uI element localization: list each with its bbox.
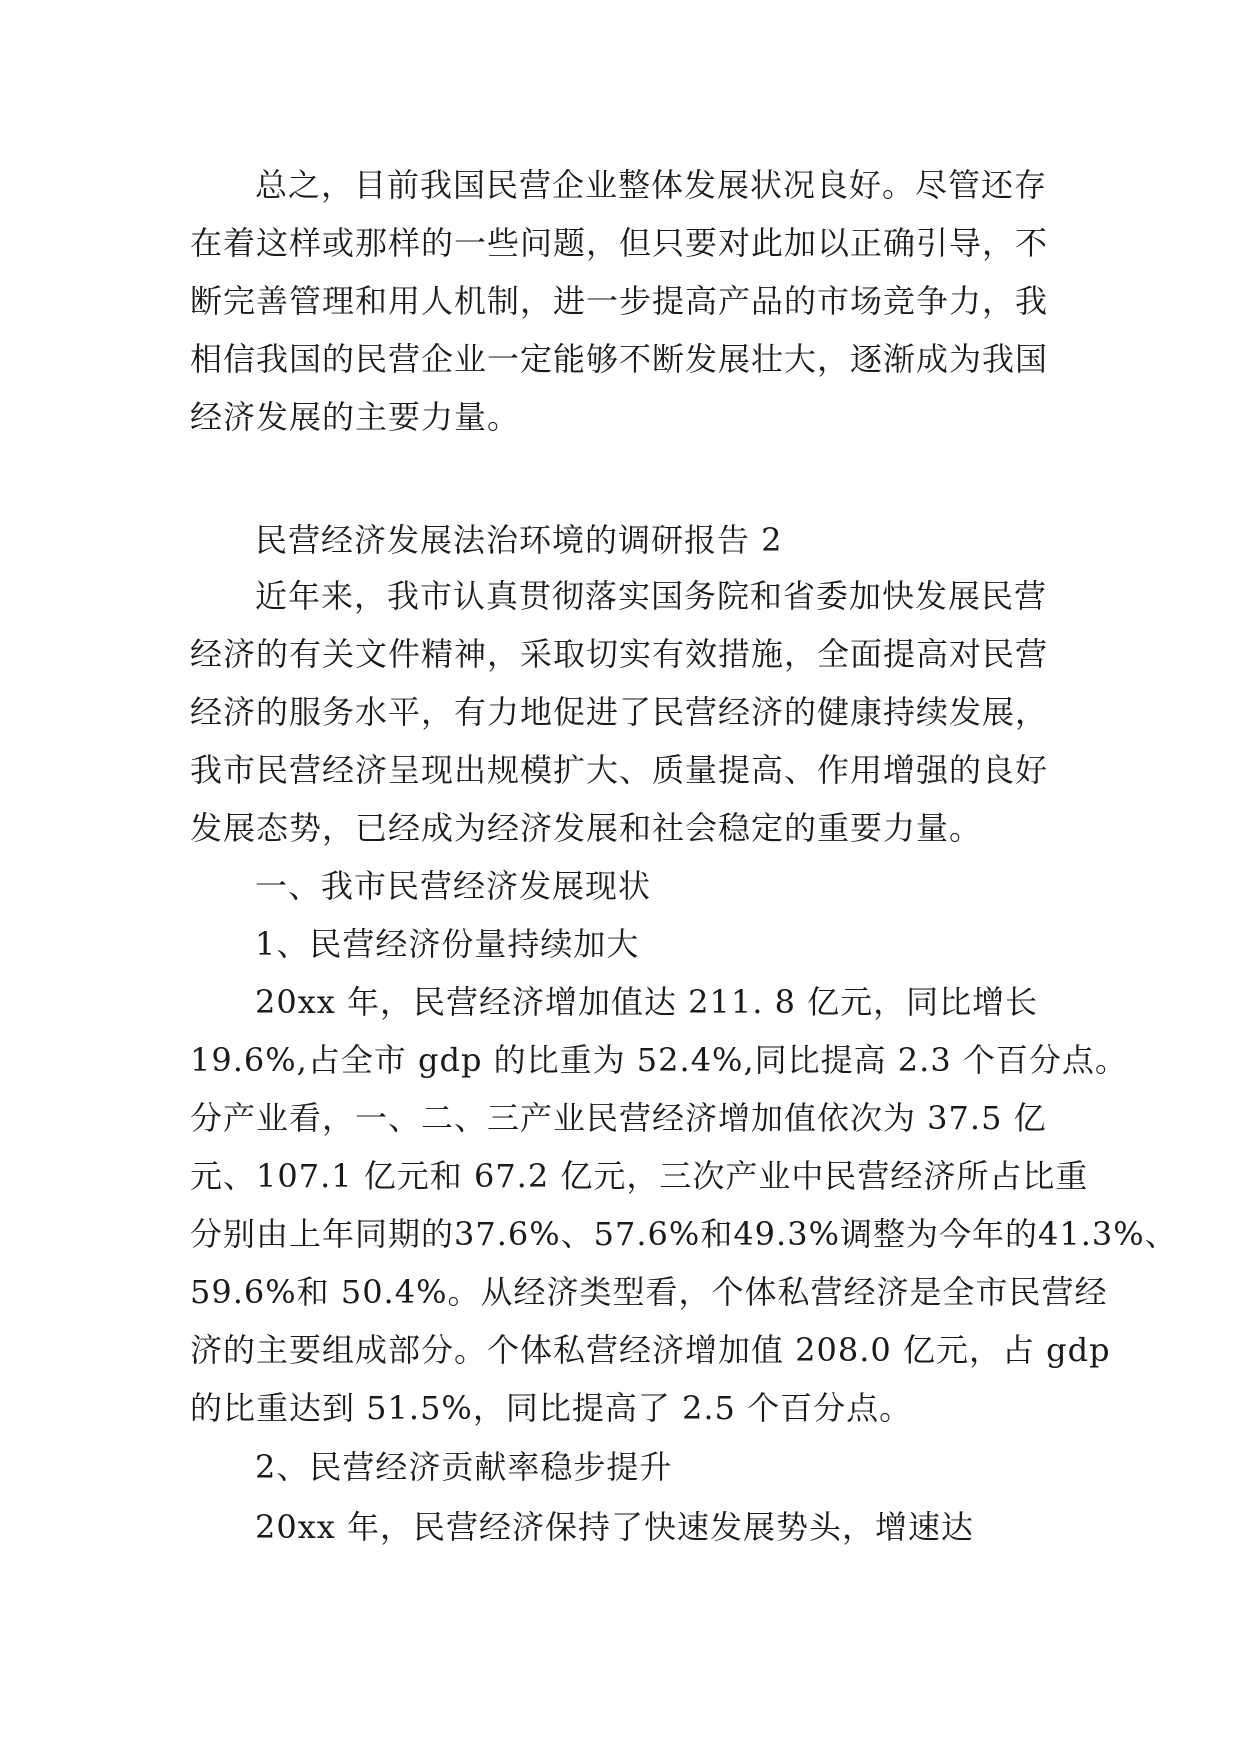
paragraph-line: 我市民营经济呈现出规模扩大、质量提高、作用增强的良好 xyxy=(190,751,1049,789)
paragraph-line: 分产业看，一、二、三产业民营经济增加值依次为 37.5 亿 xyxy=(190,1099,1047,1137)
paragraph-line: 20xx 年，民营经济保持了快速发展势头，增速达 xyxy=(255,1508,974,1546)
paragraph-line: 20xx 年，民营经济增加值达 211. 8 亿元，同比增长 xyxy=(255,983,1039,1021)
paragraph-line: 相信我国的民营企业一定能够不断发展壮大，逐渐成为我国 xyxy=(190,340,1049,378)
paragraph-line: 经济的服务水平，有力地促进了民营经济的健康持续发展， xyxy=(190,693,1049,731)
paragraph-line: 在着这样或那样的一些问题，但只要对此加以正确引导，不 xyxy=(190,224,1049,262)
paragraph-line: 济的主要组成部分。个体私营经济增加值 208.0 亿元，占 gdp xyxy=(190,1331,1111,1369)
paragraph-line: 近年来，我市认真贯彻落实国务院和省委加快发展民营 xyxy=(255,577,1048,615)
paragraph-line: 元、107.1 亿元和 67.2 亿元，三次产业中民营经济所占比重 xyxy=(190,1157,1089,1195)
paragraph-line: 经济的有关文件精神，采取切实有效措施，全面提高对民营 xyxy=(190,635,1049,673)
heading-level2: 1、民营经济份量持续加大 xyxy=(255,925,640,963)
heading-level1: 一、我市民营经济发展现状 xyxy=(255,867,652,905)
paragraph-line: 分别由上年同期的37.6%、57.6%和49.3%调整为今年的41.3%、 xyxy=(190,1215,1178,1253)
paragraph-line: 发展态势，已经成为经济发展和社会稳定的重要力量。 xyxy=(190,809,983,847)
paragraph-line: 总之，目前我国民营企业整体发展状况良好。尽管还存 xyxy=(255,166,1048,204)
paragraph-line: 59.6%和 50.4%。从经济类型看，个体私营经济是全市民营经 xyxy=(190,1273,1108,1311)
paragraph-line: 19.6%,占全市 gdp 的比重为 52.4%,同比提高 2.3 个百分点。 xyxy=(190,1041,1128,1079)
paragraph-line: 的比重达到 51.5%，同比提高了 2.5 个百分点。 xyxy=(190,1389,913,1427)
heading-level2: 2、民营经济贡献率稳步提升 xyxy=(255,1448,673,1486)
paragraph-line: 经济发展的主要力量。 xyxy=(190,398,521,436)
paragraph-line: 断完善管理和用人机制，进一步提高产品的市场竞争力，我 xyxy=(190,282,1049,320)
section-title: 民营经济发展法治环境的调研报告 2 xyxy=(255,521,783,559)
